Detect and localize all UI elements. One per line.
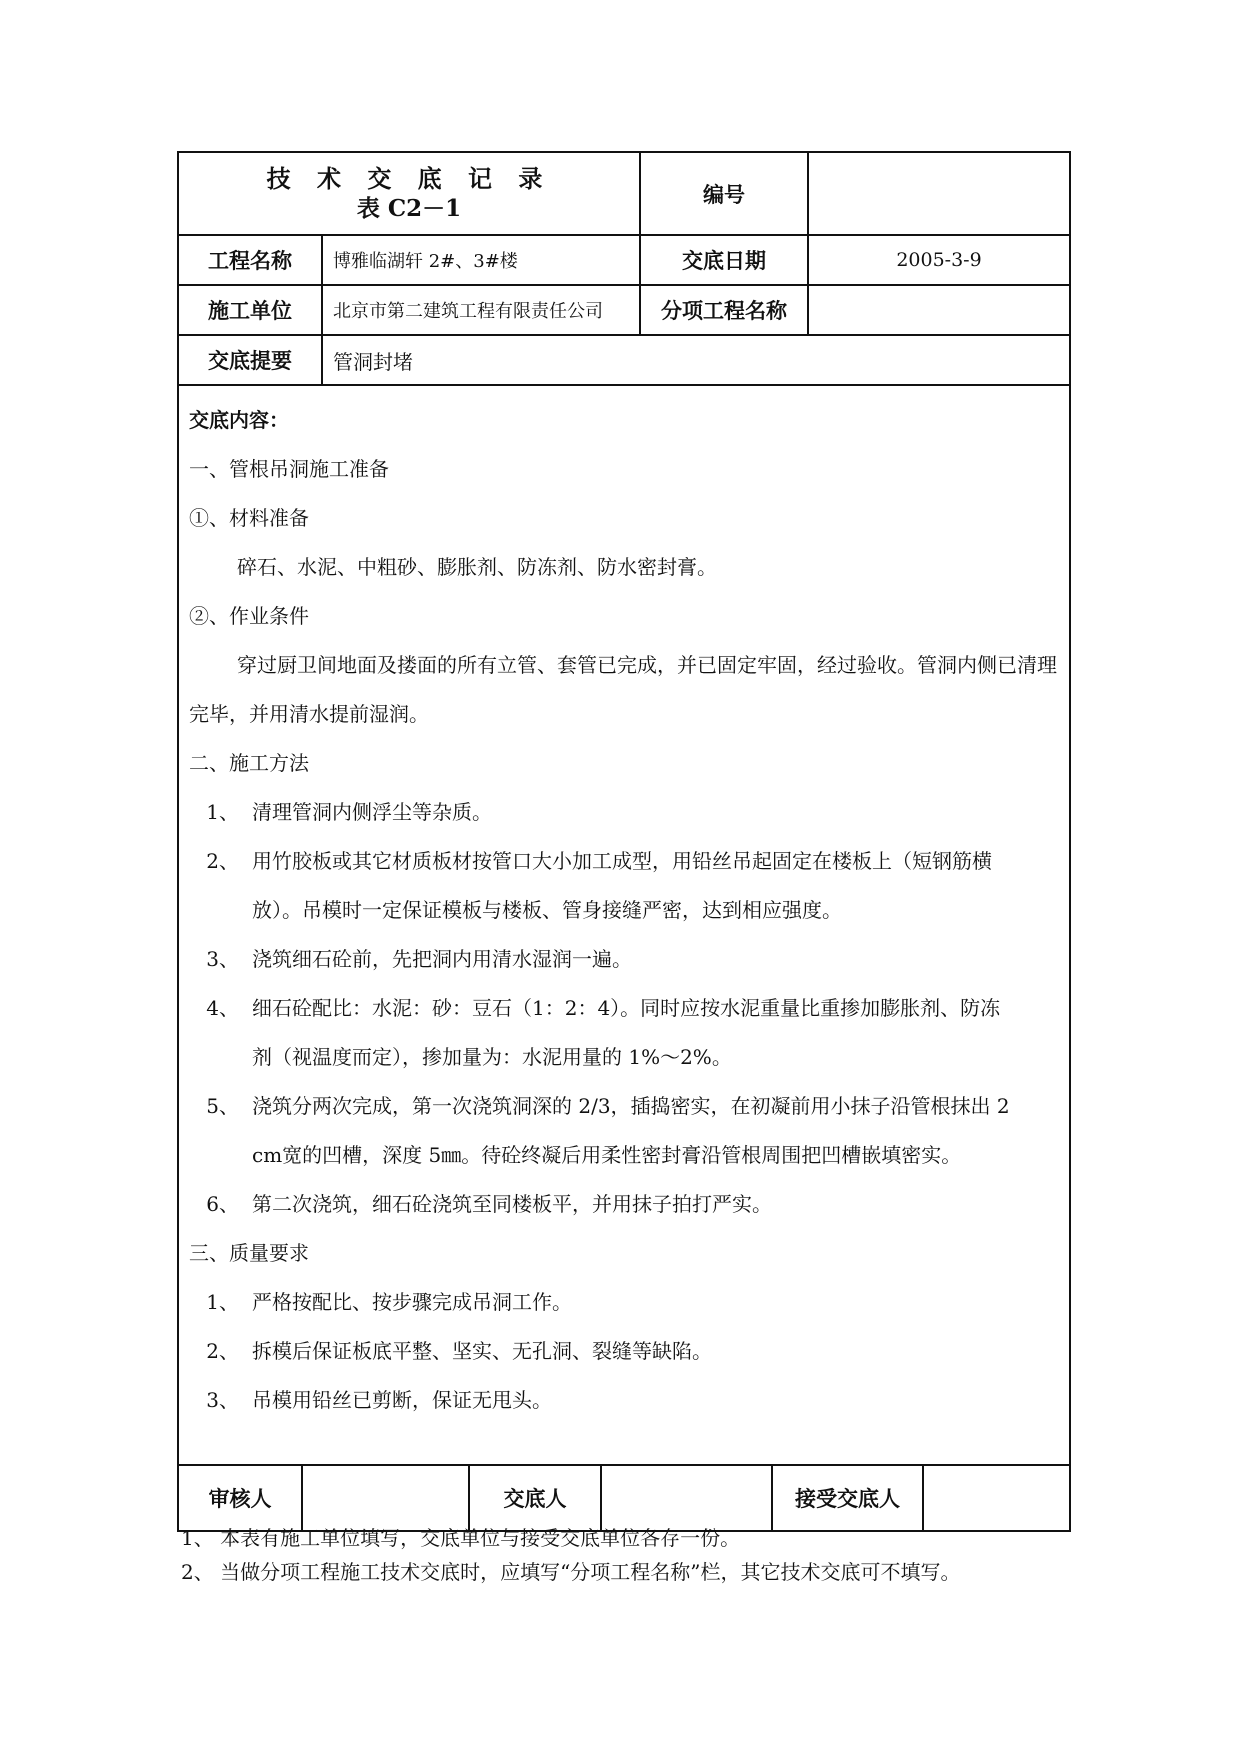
summary-label: 交底提要 xyxy=(178,335,322,385)
item-number: 5、 xyxy=(206,1094,239,1118)
summary-field[interactable]: 管洞封堵 xyxy=(322,335,1070,385)
sub-project-field[interactable] xyxy=(808,285,1070,335)
sub-project-label: 分项工程名称 xyxy=(640,285,808,335)
method-item-continuation: 放）。吊模时一定保证模板与楼板、管身接缝严密，达到相应强度。 xyxy=(252,898,842,922)
receiver-label: 接受交底人 xyxy=(772,1465,923,1531)
method-item xyxy=(189,1082,1059,1131)
content-heading: 交底内容： xyxy=(189,408,289,432)
section-3-title: 三、质量要求 xyxy=(189,1241,309,1265)
item-number: 3、 xyxy=(206,947,239,971)
item-text: 吊模用铅丝已剪断，保证无甩头。 xyxy=(252,1388,552,1412)
project-name-label: 工程名称 xyxy=(178,235,322,285)
item-number: 2、 xyxy=(206,1339,239,1363)
item-number: 6、 xyxy=(206,1192,239,1216)
method-item xyxy=(189,1180,1059,1229)
materials-text: 碎石、水泥、中粗砂、膨胀剂、防冻剂、防水密封膏。 xyxy=(237,555,717,579)
unit-row xyxy=(178,285,1070,335)
item-number: 4、 xyxy=(206,996,239,1020)
discloser-label: 交底人 xyxy=(469,1465,601,1531)
footnote: 1、 本表有施工单位填写，交底单位与接受交底单位各存一份。 xyxy=(181,1526,741,1550)
content-cell xyxy=(178,385,1070,1465)
section-1-title: 一、管根吊洞施工准备 xyxy=(189,457,389,481)
item-text: 拆模后保证板底平整、坚实、无孔洞、裂缝等缺陷。 xyxy=(252,1339,712,1363)
summary-row xyxy=(178,335,1070,385)
item-text: 用竹胶板或其它材质板材按管口大小加工成型，用铅丝吊起固定在楼板上（短钢筋横 xyxy=(252,849,992,873)
item-text: 清理管洞内侧浮尘等杂质。 xyxy=(252,800,492,824)
date-field[interactable]: 2005-3-9 xyxy=(808,235,1070,285)
section-2-title: 二、施工方法 xyxy=(189,751,309,775)
item-number: 3、 xyxy=(206,1388,239,1412)
disclosure-form xyxy=(177,151,1069,1532)
form-code: 表 C2－1 xyxy=(356,194,462,222)
construction-unit-field[interactable]: 北京市第二建筑工程有限责任公司 xyxy=(322,285,640,335)
header-row xyxy=(178,152,1070,235)
materials-title: ①、材料准备 xyxy=(189,506,309,530)
form-title-cell xyxy=(178,152,640,235)
quality-item xyxy=(189,1278,1059,1327)
method-item xyxy=(189,788,1059,837)
method-item-continuation: 剂（视温度而定），掺加量为：水泥用量的 1%～2%。 xyxy=(252,1045,732,1069)
number-field[interactable] xyxy=(808,152,1070,235)
item-text: 细石砼配比：水泥：砂：豆石（1：2：4）。同时应按水泥重量比重掺加膨胀剂、防冻 xyxy=(252,996,1001,1020)
form-table xyxy=(177,151,1071,1466)
item-number: 1、 xyxy=(206,800,239,824)
item-text: 浇筑分两次完成，第一次浇筑洞深的 2/3，插捣密实，在初凝前用小抹子沿管根抹出 2 xyxy=(252,1094,1010,1118)
date-label: 交底日期 xyxy=(640,235,808,285)
method-item xyxy=(189,984,1059,1033)
method-item xyxy=(189,837,1059,886)
conditions-title: ②、作业条件 xyxy=(189,604,309,628)
quality-item xyxy=(189,1327,1059,1376)
item-text: 严格按配比、按步骤完成吊洞工作。 xyxy=(252,1290,572,1314)
quality-item xyxy=(189,1376,1059,1425)
conditions-text: 穿过厨卫间地面及搂面的所有立管、套管已完成，并已固定牢固，经过验收。管洞内侧已清理完毕，并用清水提前湿润。 xyxy=(189,653,1057,726)
reviewer-label: 审核人 xyxy=(178,1465,302,1531)
item-number: 2、 xyxy=(206,849,239,873)
item-number: 1、 xyxy=(206,1290,239,1314)
footnote: 2、 当做分项工程施工技术交底时，应填写“分项工程名称”栏，其它技术交底可不填写。 xyxy=(181,1560,961,1584)
project-name-field[interactable]: 博雅临湖轩 2#、3#楼 xyxy=(322,235,640,285)
construction-unit-label: 施工单位 xyxy=(178,285,322,335)
item-text: 浇筑细石砼前，先把洞内用清水湿润一遍。 xyxy=(252,947,632,971)
number-label: 编号 xyxy=(640,152,808,235)
footnotes xyxy=(181,1521,961,1589)
item-text: 第二次浇筑，细石砼浇筑至同楼板平，并用抹子拍打严实。 xyxy=(252,1192,772,1216)
form-title: 技 术 交 底 记 录 xyxy=(266,163,552,193)
project-row xyxy=(178,235,1070,285)
method-item xyxy=(189,935,1059,984)
content-row xyxy=(178,385,1070,1465)
method-item-continuation: cm宽的凹槽，深度 5㎜。待砼终凝后用柔性密封膏沿管根周围把凹槽嵌填密实。 xyxy=(252,1143,962,1167)
